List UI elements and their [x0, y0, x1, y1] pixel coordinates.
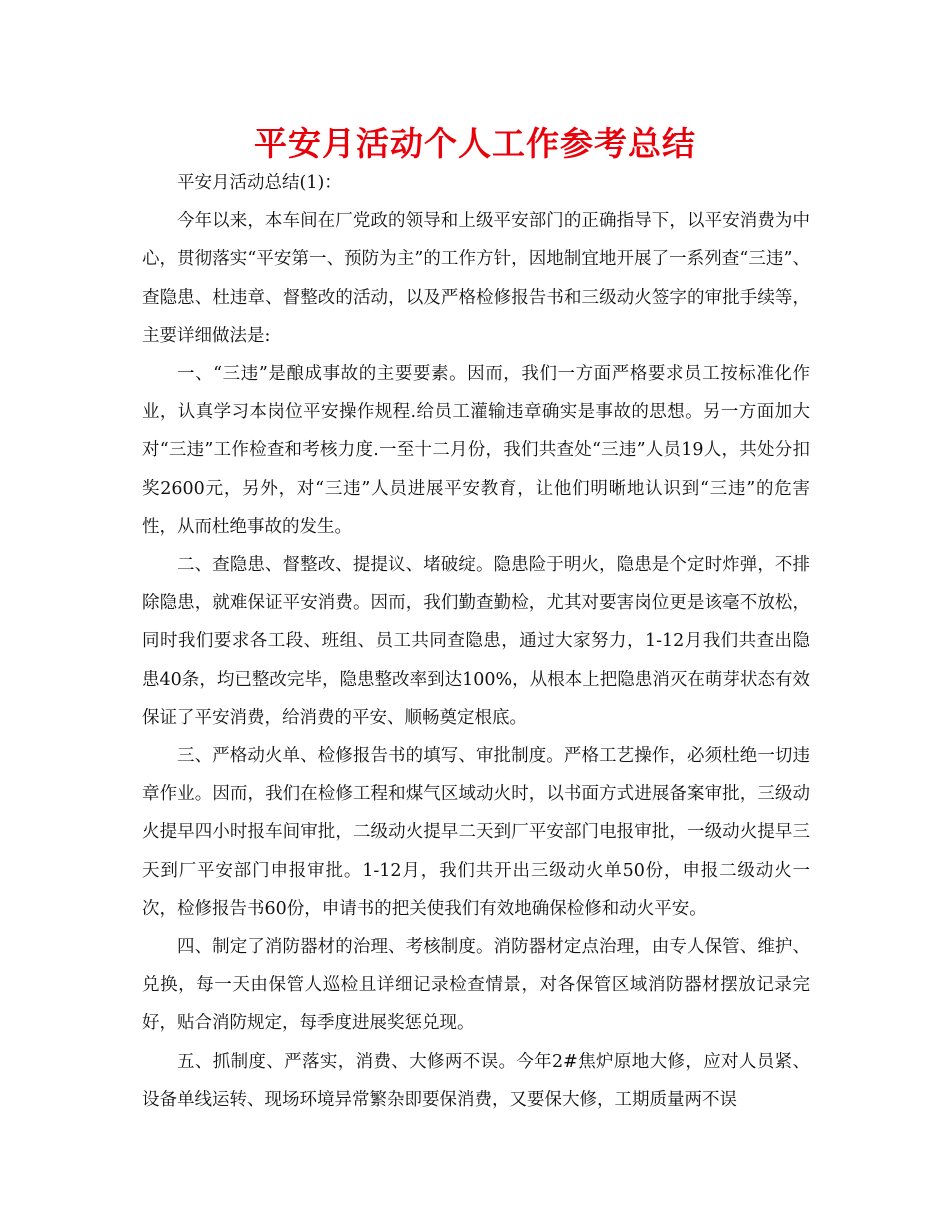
paragraph-two: 二、查隐患、督整改、提提议、堵破绽。隐患险于明火，隐患是个定时炸弹，不排除隐患，就难保证平安消费。因而，我们勤查勤检，尤其对要害岗位更是该毫不放松，同时我们要求各工段、班组、员工共同查隐患，通过大家努力，1-12月我们共查出隐患40条，均已整改完毕，隐患整改率到达100%，从根本上把隐患消灭在萌芽状态有效保证了平安消费，给消费的平安、顺畅奠定根底。	[142, 555, 810, 728]
paragraph-three: 三、严格动火单、检修报告书的填写、审批制度。严格工艺操作，必须杜绝一切违章作业。因而，我们在检修工程和煤气区域动火时，以书面方式进展备案审批，三级动火提早四小时报车间审批，二级动火提早二天到厂平安部门电报审批，一级动火提早三天到厂平安部门申报审批。1-12月，我们共开出三级动火单50份，申报二级动火一次，检修报告书60份，申请书的把关使我们有效地确保检修和动火平安。	[142, 746, 810, 919]
document-title: 平安月活动个人工作参考总结	[254, 124, 696, 163]
section-subtitle: 平安月活动总结(1)：	[177, 173, 342, 193]
paragraph-intro: 今年以来，本车间在厂党政的领导和上级平安部门的正确指导下，以平安消费为中心，贯彻落实“平安第一、预防为主”的工作方针，因地制宜地开展了一系列查“三违”、查隐患、杜违章、督整改的活动，以及严格检修报告书和三级动火签字的审批手续等，主要详细做法是:	[142, 211, 810, 346]
document-body	[142, 164, 810, 1119]
paragraph-five: 五、抓制度、严落实，消费、大修两不误。今年2#焦炉原地大修，应对人员紧、设备单线运转、现场环境异常繁杂即要保消费，又要保大修，工期质量两不误	[142, 1051, 810, 1110]
paragraph-four: 四、制定了消防器材的治理、考核制度。消防器材定点治理，由专人保管、维护、兑换，每一天由保管人巡检且详细记录检查情景，对各保管区域消防器材摆放记录完好，贴合消防规定，每季度进展奖惩兑现。	[142, 937, 810, 1034]
paragraph-one: 一、“三违”是酿成事故的主要要素。因而，我们一方面严格要求员工按标准化作业，认真学习本岗位平安操作规程.给员工灌输违章确实是事故的思想。另一方面加大对“三违”工作检查和考核力度.一至十二月份，我们共查处“三违”人员19人，共处分扣奖2600元，另外，对“三违”人员进展平安教育，让他们明晰地认识到“三违”的危害性，从而杜绝事故的发生。	[142, 364, 810, 537]
